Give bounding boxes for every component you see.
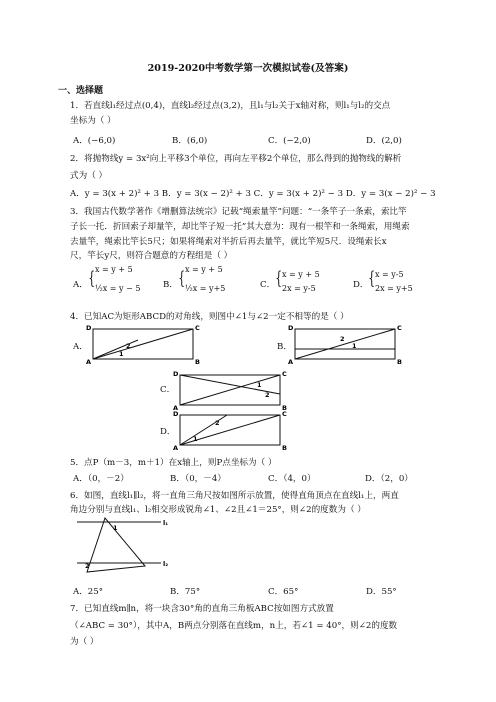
q1-option-c[interactable]: C．(−2,0)	[268, 136, 311, 146]
brace-icon: {	[88, 268, 96, 289]
q4-text: 4．已知AC为矩形ABCD的对角线，则图中∠1与∠2一定不相等的是（ ）	[70, 312, 349, 322]
label-a: A	[173, 404, 179, 412]
q2-options[interactable]: A．y = 3(x + 2)² + 3 B．y = 3(x − 2)² + 3 C．y = 3(x + 2)² − 3 D．y = 3(x − 2)² − 3	[70, 189, 436, 199]
brace-icon: {	[275, 268, 283, 289]
label-b: B	[397, 358, 402, 366]
q1-text-line2: 坐标为（ ）	[70, 116, 116, 126]
q6-text-line2: 角边分别与直线l₁、l₂相交形成锐角∠1、∠2且∠1＝25°，则∠2的度数为（ ）	[70, 505, 366, 515]
label-d: D	[173, 370, 179, 378]
q3-text-line1: 3．我国古代数学著作《增删算法统宗》记载“绳索量竿”问题：“一条竿子一条索，索比竿	[70, 207, 407, 217]
label-d: D	[288, 324, 294, 332]
q4-figure-a	[88, 324, 198, 364]
brace-icon: {	[368, 268, 376, 289]
angle-1-label: 1	[257, 381, 262, 389]
q3-text-line4: 尺，竿长y尺，则符合题意的方程组是（ ）	[70, 251, 233, 261]
q2-text-line1: 2．将抛物线y = 3x²向上平移3个单位，再向左平移2个单位，那么得到的抛物线的解析	[70, 154, 402, 164]
q6-figure	[75, 514, 185, 578]
q5-option-b[interactable]: B．（0，－4）	[170, 474, 226, 484]
q1-option-b[interactable]: B．(6,0)	[172, 136, 208, 146]
angle-1-label: 1	[113, 524, 118, 532]
q4-figure-c	[175, 370, 285, 410]
q7-text-line2: （∠ABC = 30°），其中A，B两点分别落在直线m，n上，若∠1 = 40°，则∠2的度数	[70, 621, 398, 631]
label-c: C	[282, 410, 287, 418]
label-c: C	[282, 370, 287, 378]
q3-b-eq2: ½x = y+5	[185, 284, 226, 293]
angle-1-label: 1	[119, 350, 124, 358]
q3-d-eq1: x = y-5	[375, 270, 404, 279]
q4-option-b[interactable]: B．	[277, 342, 292, 352]
q7-text-line3: 为（ ）	[70, 637, 99, 647]
angle-2-label: 2	[215, 419, 220, 427]
q1-text-line1: 1．若直线l₁经过点(0,4)，直线l₂经过点(3,2)，且l₁与l₂关于x轴对称，则l₁与l₂的交点	[70, 101, 391, 111]
label-c: C	[397, 324, 402, 332]
q4-figure-d	[175, 410, 285, 450]
q5-text: 5．点P（m－3，m＋1）在x轴上，则P点坐标为（ ）	[70, 458, 277, 468]
q4-figure-b	[290, 324, 400, 364]
q3-c-eq2: 2x = y-5	[282, 284, 316, 293]
q5-option-a[interactable]: A．（0，－2）	[73, 474, 129, 484]
q3-b-eq1: x = y + 5	[185, 265, 223, 274]
line-l1-label: l₁	[163, 519, 169, 527]
page-title: 2019-2020中考数学第一次模拟试卷(及答案)	[147, 63, 349, 74]
label-b: B	[282, 444, 287, 452]
angle-2-label: 2	[340, 335, 345, 343]
q4-option-a[interactable]: A．	[73, 342, 88, 352]
q3-text-line3: 去量竿，绳索比竿长5尺；如果将绳索对半折后再去量竿，就比竿短5尺．设绳索长x	[70, 237, 387, 247]
label-b: B	[282, 404, 287, 412]
angle-2-label: 2	[265, 391, 270, 399]
q4-option-c[interactable]: C．	[160, 385, 176, 395]
label-b: B	[195, 358, 200, 366]
label-d: D	[86, 324, 92, 332]
q3-c-eq1: x = y + 5	[282, 270, 320, 279]
q6-option-b[interactable]: B．75°	[170, 587, 201, 597]
q3-option-b-label: B．	[163, 280, 178, 290]
q5-option-c[interactable]: C．（4，0）	[268, 474, 316, 484]
q3-a-eq2: ½x = y − 5	[95, 284, 141, 293]
q6-option-a[interactable]: A．25°	[73, 587, 104, 597]
section-heading: 一、选择题	[58, 86, 104, 96]
label-a: A	[288, 358, 294, 366]
q4-option-d[interactable]: D．	[160, 427, 176, 437]
q1-option-a[interactable]: A．(−6,0)	[73, 136, 116, 146]
q7-text-line1: 7．已知直线m∥n，将一块含30°角的直角三角板ABC按如图方式放置	[70, 604, 334, 614]
q3-d-eq2: 2x = y+5	[375, 284, 413, 293]
brace-icon: {	[178, 268, 186, 289]
q6-text-line1: 6．如图，直线l₁∥l₂，将一直角三角尺按如图所示放置，使得直角顶点在直线l₁上，两直	[70, 491, 399, 501]
label-a: A	[173, 444, 179, 452]
q3-option-d-label: D．	[353, 280, 369, 290]
angle-1-label: 1	[193, 435, 198, 443]
angle-2-label: 2	[85, 562, 90, 570]
label-a: A	[86, 358, 92, 366]
q5-option-d[interactable]: D．（2，0）	[365, 474, 413, 484]
line-l2-label: l₂	[163, 560, 169, 568]
angle-2-label: 2	[126, 342, 131, 350]
q1-option-d[interactable]: D．(2,0)	[366, 136, 402, 146]
q3-text-line2: 子长一托．折回索子却量竿，却比竿子短一托”其大意为：现有一根竿和一条绳索，用绳索	[70, 222, 410, 232]
angle-1-label: 1	[352, 342, 357, 350]
q3-option-a-label: A．	[73, 280, 88, 290]
q6-option-c[interactable]: C．65°	[268, 587, 299, 597]
q6-option-d[interactable]: D．55°	[366, 587, 397, 597]
q3-option-c-label: C．	[260, 280, 276, 290]
q2-text-line2: 式为（ ）	[70, 171, 108, 181]
label-d: D	[173, 410, 179, 418]
q3-a-eq1: x = y + 5	[95, 265, 133, 274]
label-c: C	[195, 324, 200, 332]
